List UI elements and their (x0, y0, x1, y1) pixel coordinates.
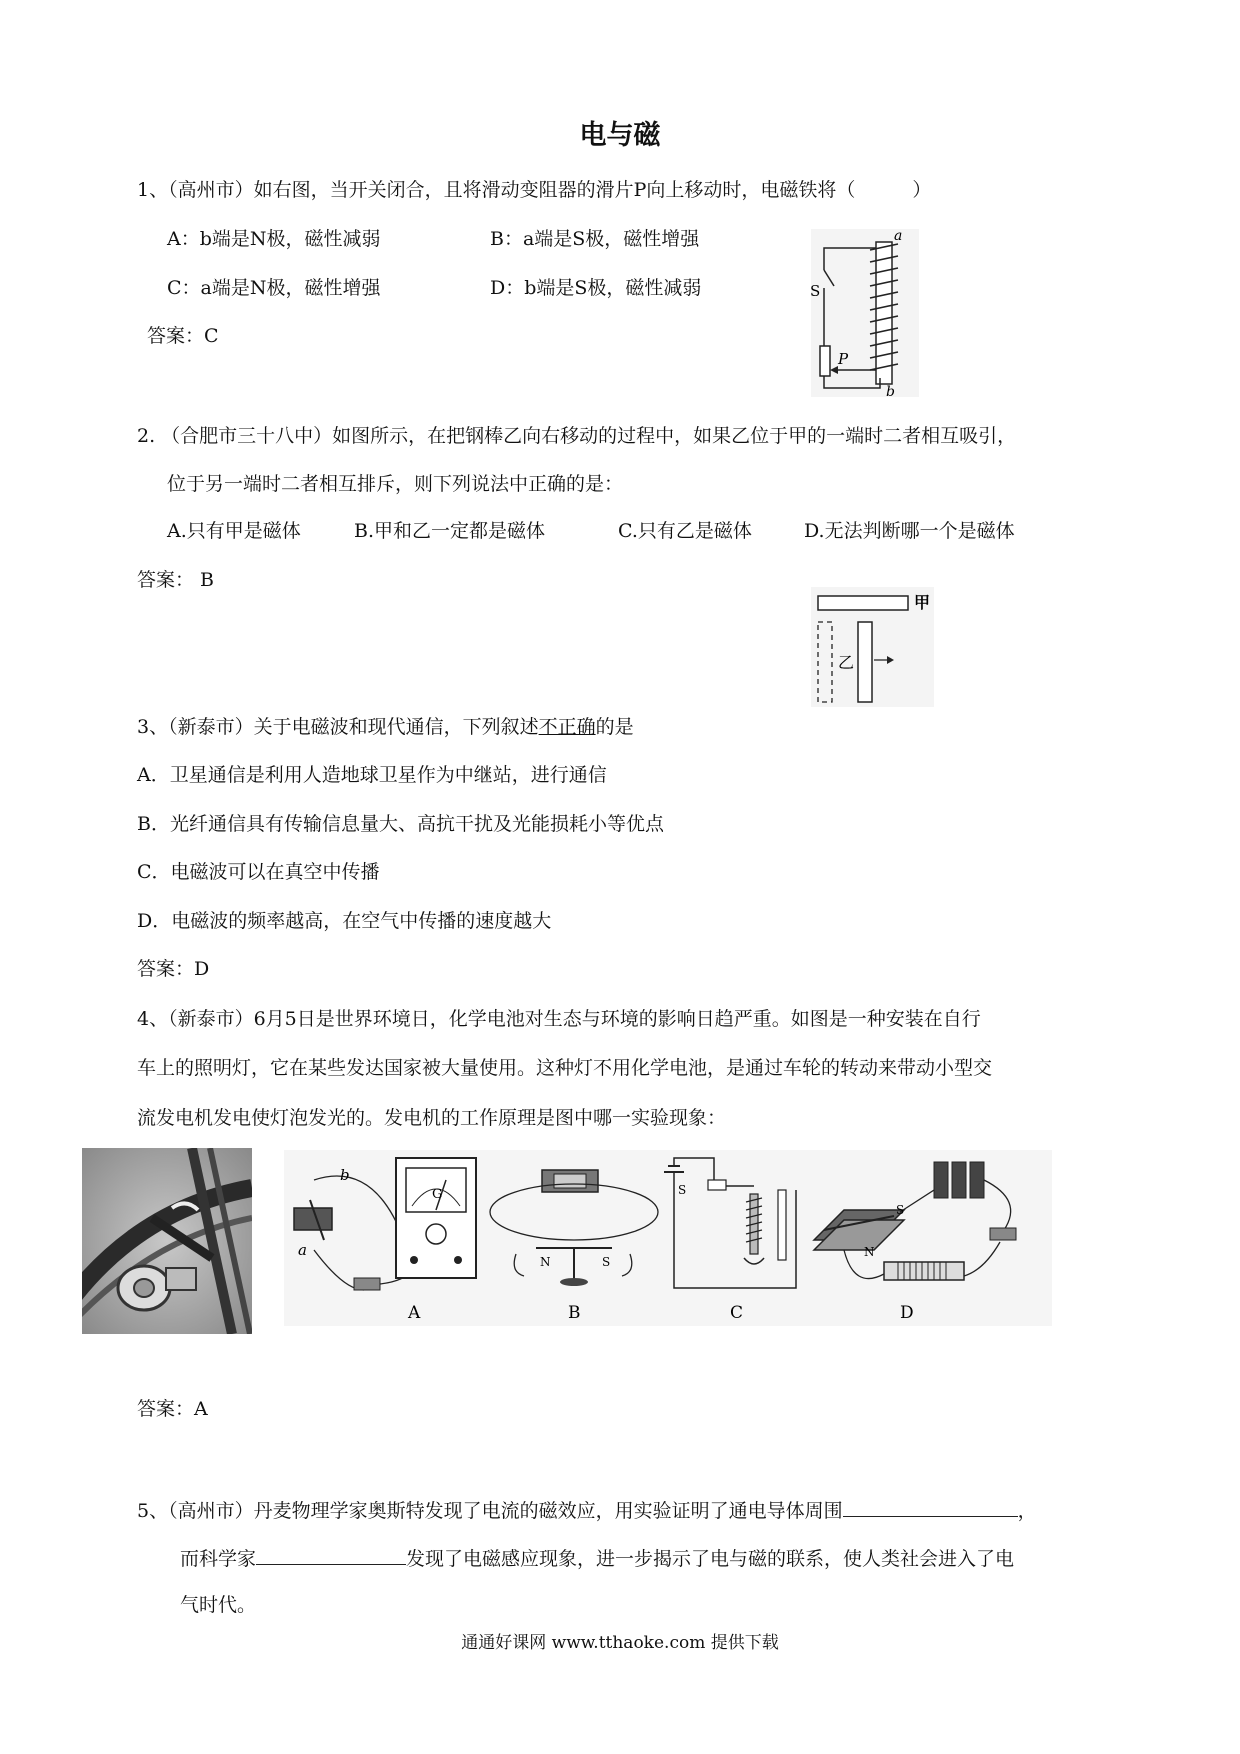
q5-blank-2 (256, 1544, 406, 1565)
q4-line1: 4、（新泰市）6月5日是世界环境日，化学电池对生态与环境的影响日趋严重。如图是一种安装在自行 (137, 1008, 981, 1030)
exp-a-caption: A (408, 1303, 421, 1323)
q2-label-yi: 乙 (838, 653, 855, 672)
q5-line1-before: 5、（高州市）丹麦物理学家奥斯特发现了电流的磁效应，用实验证明了通电导体周围 (137, 1500, 843, 1522)
q5-line2 (180, 1544, 1014, 1571)
q1-label-p: P (838, 350, 849, 368)
q3-stem-underline: 不正确 (538, 716, 596, 738)
q2-label-jia: 甲 (914, 593, 931, 612)
q1-answer: 答案：C (147, 325, 219, 347)
q1-label-s: S (810, 282, 821, 300)
q3-option-a: A．卫星通信是利用人造地球卫星作为中继站，进行通信 (137, 764, 607, 786)
q1-electromagnet-figure (810, 228, 920, 398)
q1-label-a: a (894, 228, 903, 244)
exp-c-label-s: S (678, 1183, 687, 1197)
q4-line2: 车上的照明灯，它在某些发达国家被大量使用。这种灯不用化学电池，是通过车轮的转动来带动小型交 (137, 1057, 993, 1079)
q2-answer: 答案： B (137, 569, 215, 591)
exp-b-label-s: S (602, 1255, 611, 1269)
q4-experiments-figure (284, 1150, 1052, 1326)
q5-line1 (137, 1496, 1037, 1523)
q2-option-c: C.只有乙是磁体 (618, 520, 752, 542)
q5-line3: 气时代。 (180, 1594, 257, 1616)
exp-c-caption: C (730, 1303, 744, 1323)
q2-option-b: B.甲和乙一定都是磁体 (354, 520, 546, 542)
page-footer: 通通好课网 www.tthaoke.com 提供下载 (461, 1633, 779, 1653)
q1-option-d: D：b端是S极，磁性减弱 (490, 277, 702, 299)
exp-a-label-g: G (432, 1187, 443, 1202)
q1-option-c: C：a端是N极，磁性增强 (167, 277, 381, 299)
q2-magnet-figure (810, 586, 935, 708)
q5-blank-1 (843, 1496, 1018, 1517)
q1-option-a: A：b端是N极，磁性减弱 (167, 228, 381, 250)
bicycle-dynamo-photo (82, 1148, 252, 1334)
q5-line1-after: ， (1017, 1500, 1037, 1522)
exp-d-label-s: S (896, 1203, 905, 1217)
page-title: 电与磁 (579, 120, 661, 151)
exp-d-caption: D (900, 1303, 914, 1323)
q5-line2-after: 发现了电磁感应现象，进一步揭示了电与磁的联系，使人类社会进入了电 (406, 1548, 1015, 1570)
exp-b-label-n: N (540, 1255, 551, 1269)
q2-stem-line2: 位于另一端时二者相互排斥，则下列说法中正确的是： (167, 473, 624, 495)
q2-stem-line1: 2. （合肥市三十八中）如图所示，在把钢棒乙向右移动的过程中，如果乙位于甲的一端时二者相互吸引， (137, 425, 1017, 447)
q3-answer: 答案：D (137, 958, 210, 980)
q3-stem-before: 3、（新泰市）关于电磁波和现代通信，下列叙述 (137, 716, 539, 738)
q4-line3: 流发电机发电使灯泡发光的。发电机的工作原理是图中哪一实验现象： (137, 1107, 727, 1129)
q3-option-c: C．电磁波可以在真空中传播 (137, 861, 380, 883)
q1-stem: 1、（高州市）如右图，当开关闭合，且将滑动变阻器的滑片P向上移动时，电磁铁将（ ） (137, 179, 932, 201)
q1-option-b: B：a端是S极，磁性增强 (490, 228, 700, 250)
q3-option-b: B．光纤通信具有传输信息量大、高抗干扰及光能损耗小等优点 (137, 813, 664, 835)
q2-option-a: A.只有甲是磁体 (167, 520, 301, 542)
q3-stem (137, 715, 634, 739)
exp-a-label-b: b (340, 1166, 350, 1184)
q1-label-b: b (886, 384, 895, 398)
q5-line2-before: 而科学家 (180, 1548, 257, 1570)
exp-d-label-n: N (864, 1245, 875, 1259)
exp-b-caption: B (568, 1303, 581, 1323)
q2-option-d: D.无法判断哪一个是磁体 (804, 520, 1015, 542)
q3-option-d: D．电磁波的频率越高，在空气中传播的速度越大 (137, 910, 552, 932)
q3-stem-after: 的是 (595, 716, 634, 738)
q4-answer: 答案：A (137, 1398, 208, 1420)
exp-a-label-a: a (298, 1241, 307, 1259)
